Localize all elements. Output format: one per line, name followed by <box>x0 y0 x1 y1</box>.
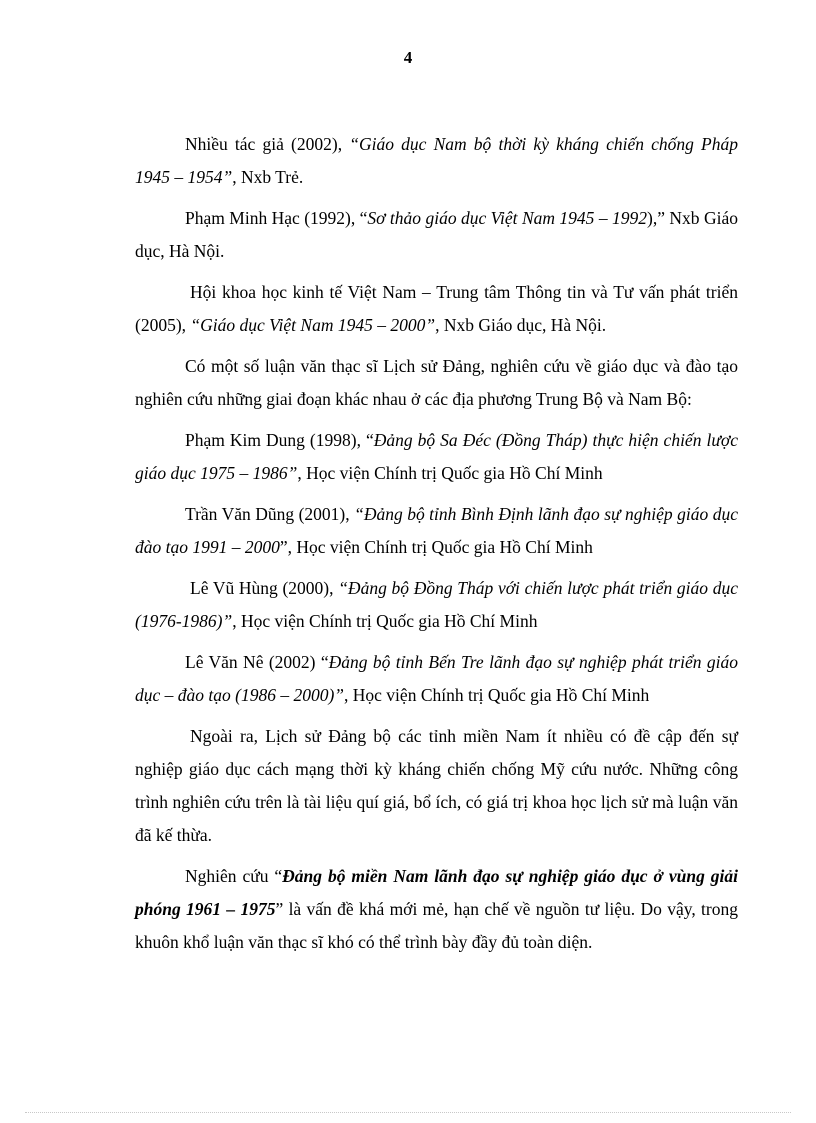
paragraph-text: Lê Vũ Hùng (2000), <box>190 578 339 598</box>
page-bottom-rule <box>25 1112 791 1113</box>
paragraph-text: , Học viện Chính trị Quốc gia Hồ Chí Minh <box>344 685 650 705</box>
paragraph-text: Phạm Kim Dung (1998), “ <box>185 430 374 450</box>
thesis-title: Đảng bộ miền Nam lãnh đạo sự nghiệp giáo dục ở vùng giải phóng 1961 – 1975 <box>135 866 738 919</box>
work-title: “Giáo dục Việt Nam 1945 – 2000” <box>190 315 436 335</box>
paragraph-text: Trần Văn Dũng (2001), <box>185 504 355 524</box>
paragraph-text: ” là vấn đề khá mới mẻ, hạn chế về nguồn tư liệu. Do vậy, trong khuôn khổ luận văn thạc sĩ khó có thể trình bày đầy đủ toàn diện. <box>135 899 738 952</box>
work-title: Sơ thảo giáo dục Việt Nam 1945 – 1992 <box>367 208 648 228</box>
reference-paragraph <box>135 424 738 490</box>
work-title: “Giáo dục Nam bộ thời kỳ kháng chiến chống Pháp 1945 – 1954” <box>135 134 738 187</box>
paragraph-text: ”, Học viện Chính trị Quốc gia Hồ Chí Minh <box>279 537 593 557</box>
reference-paragraph <box>135 128 738 194</box>
work-title: Đảng bộ Sa Đéc (Đồng Tháp) thực hiện chiến lược giáo dục 1975 – 1986” <box>135 430 738 483</box>
paragraph-text: , Nxb Giáo dục, Hà Nội. <box>435 315 607 335</box>
paragraph-text: Nghiên cứu “ <box>185 866 283 886</box>
body-paragraph: Có một số luận văn thạc sĩ Lịch sử Đảng, nghiên cứu về giáo dục và đào tạo nghiên cứu những giai đoạn khác nhau ở các địa phương Trung Bộ và Nam Bộ: <box>135 356 738 409</box>
paragraph-text: ),” Nxb Giáo dục, Hà Nội. <box>135 208 738 261</box>
paragraph-text: Lê Văn Nê (2002) “ <box>185 652 329 672</box>
reference-paragraph <box>135 572 738 638</box>
paragraph-text: Nhiều tác giả (2002), <box>185 134 350 154</box>
paragraph-text: , Nxb Trẻ. <box>232 167 304 187</box>
page-number: 4 <box>403 48 413 67</box>
work-title: “Đảng bộ tỉnh Bình Định lãnh đạo sự nghiệp giáo dục đào tạo 1991 – 2000 <box>135 504 738 557</box>
paragraph-text: , Học viện Chính trị Quốc gia Hồ Chí Minh <box>297 463 603 483</box>
reference-paragraph <box>135 276 738 342</box>
body-paragraph: Ngoài ra, Lịch sử Đảng bộ các tỉnh miền Nam ít nhiều có đề cập đến sự nghiệp giáo dục cách mạng thời kỳ kháng chiến chống Mỹ cứu nước. Những công trình nghiên cứu trên là tài liệu quí giá, bổ ích, có giá trị khoa học lịch sử mà luận văn đã kế thừa. <box>135 726 738 845</box>
paragraph-text: Hội khoa học kinh tế Việt Nam – Trung tâm Thông tin và Tư vấn phát triển (2005), <box>135 282 738 335</box>
document-body <box>135 128 738 967</box>
work-title: Đảng bộ tỉnh Bến Tre lãnh đạo sự nghiệp phát triển giáo dục – đào tạo (1986 – 2000)” <box>135 652 738 705</box>
body-paragraph <box>135 860 738 959</box>
paragraph-text: , Học viện Chính trị Quốc gia Hồ Chí Minh <box>232 611 538 631</box>
reference-paragraph <box>135 646 738 712</box>
work-title: “Đảng bộ Đồng Tháp với chiến lược phát triển giáo dục (1976-1986)” <box>135 578 738 631</box>
reference-paragraph <box>135 498 738 564</box>
reference-paragraph <box>135 202 738 268</box>
paragraph-text: Phạm Minh Hạc (1992), “ <box>185 208 368 228</box>
